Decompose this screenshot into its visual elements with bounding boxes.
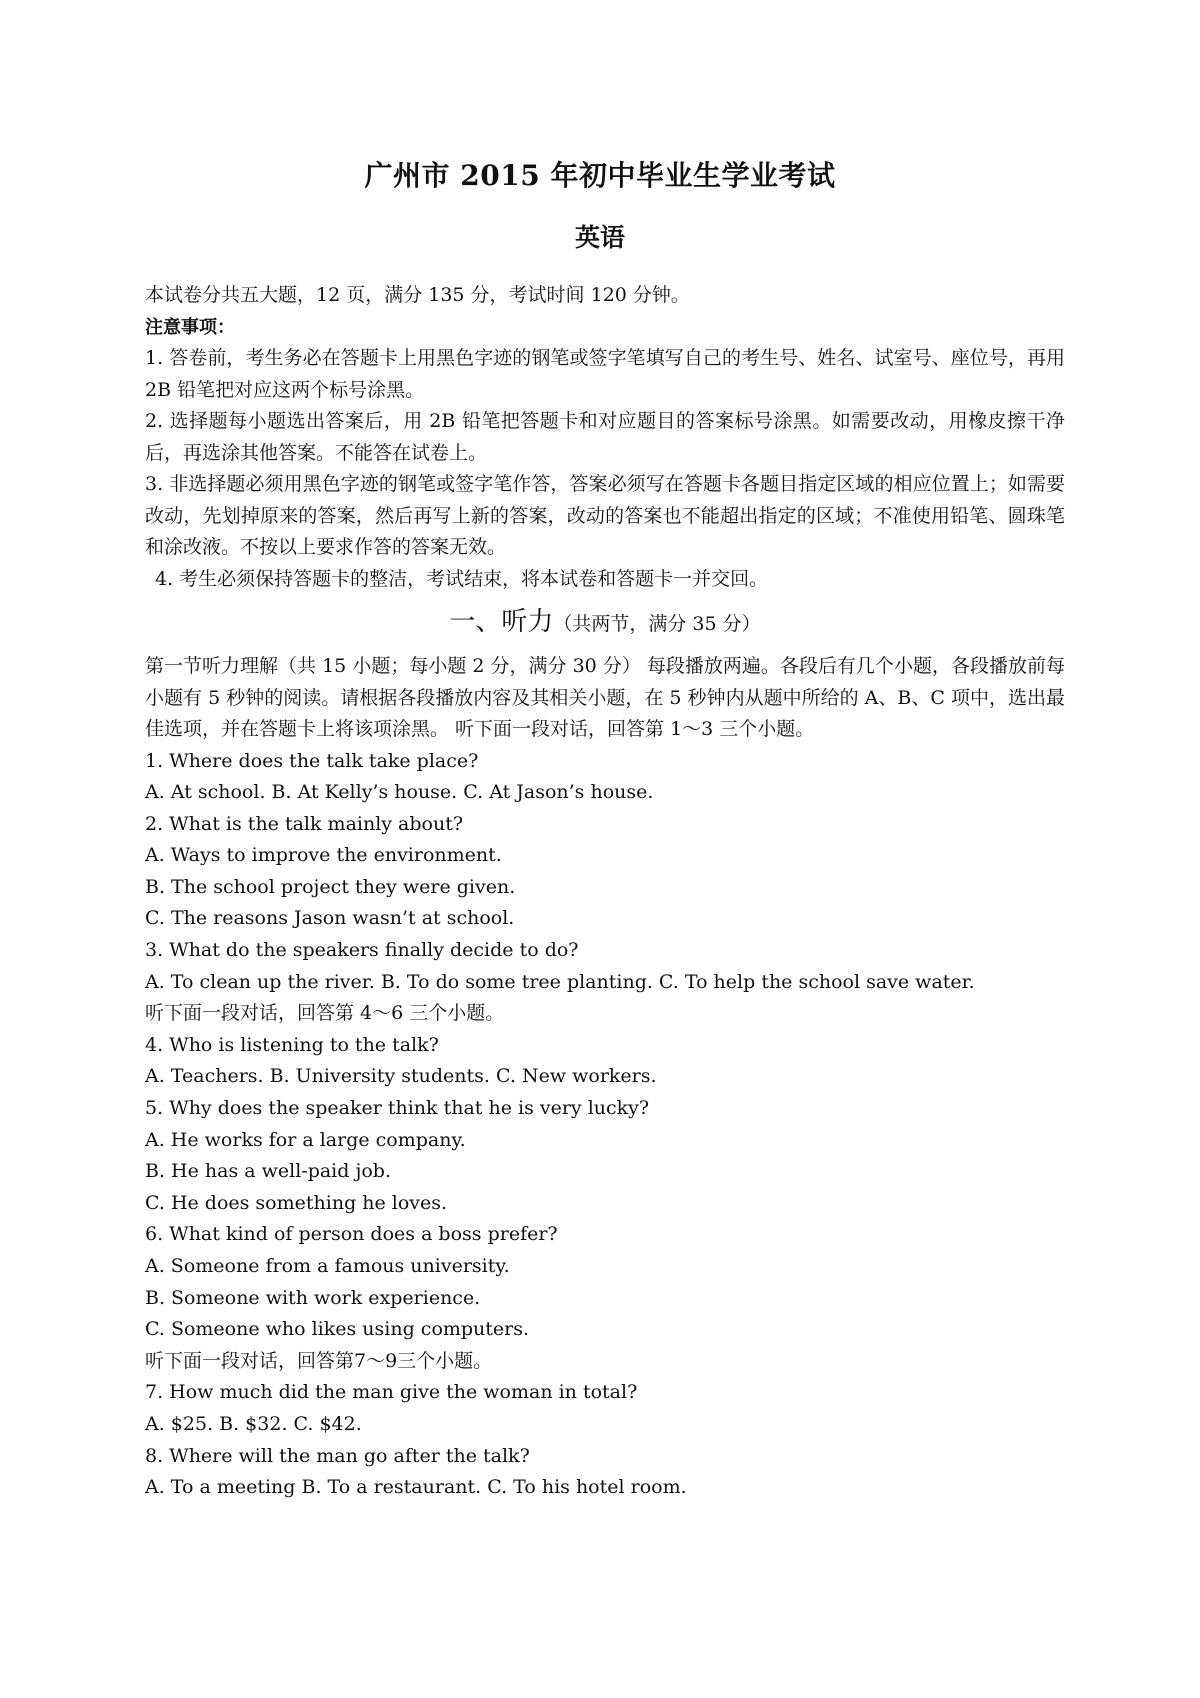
option-2c: C. The reasons Jason wasn’t at school. <box>145 907 515 930</box>
option-6b: B. Someone with work experience. <box>145 1286 481 1309</box>
section-score-note: （共两节，满分 35 分） <box>553 613 761 635</box>
subject-title: 英语 <box>574 223 625 252</box>
notice-item-2: 2. 选择题每小题选出答案后，用 2B 铅笔把答题卡和对应题目的答案标号涂黑。如需要改动，用橡皮擦干净后，再选涂其他答案。不能答在试卷上。 <box>145 410 1065 464</box>
options-1: A. At school. B. At Kelly’s house. C. At Jason’s house. <box>145 781 654 804</box>
notice-item-3: 3. 非选择题必须用黑色字迹的钢笔或签字笔作答，答案必须写在答题卡各题目指定区域的相应位置上；如需要改动，先划掉原来的答案，然后再写上新的答案，改动的答案也不能超出指定的区域；不准使用铅笔、圆珠笔和涂改液。不按以上要求作答的答案无效。 <box>145 473 1065 558</box>
options-3: A. To clean up the river. B. To do some tree planting. C. To help the school save water. <box>145 970 975 993</box>
options-7: A. $25. B. $32. C. $42. <box>145 1412 362 1435</box>
section-instructions: 第一节听力理解（共 15 小题；每小题 2 分，满分 30 分） 每段播放两遍。各段后有几个小题，各段播放前每小题有 5 秒钟的阅读。请根据各段播放内容及其相关小题，在 5 秒钟内从题中所给的 A、B、C 项中，选出最佳选项，并在答题卡上将该项涂黑。 听下面一段对话，回答第 1～3 三个小题。 <box>145 655 1065 740</box>
option-6c: C. Someone who likes using computers. <box>145 1318 530 1341</box>
options-8: A. To a meeting B. To a restaurant. C. To his hotel room. <box>145 1476 687 1499</box>
section-heading <box>145 597 1065 649</box>
notice-heading: 注意事项： <box>145 316 235 338</box>
group-instruction-7-9: 听下面一段对话，回答第7～9三个小题。 <box>145 1349 493 1372</box>
exam-title: 广州市 2015 年初中毕业生学业考试 <box>364 159 836 192</box>
question-1: 1. Where does the talk take place? <box>145 749 479 772</box>
option-5b: B. He has a well-paid job. <box>145 1160 391 1183</box>
question-5: 5. Why does the speaker think that he is very lucky? <box>145 1097 650 1120</box>
question-4: 4. Who is listening to the talk? <box>145 1033 439 1056</box>
option-2a: A. Ways to improve the environment. <box>145 844 502 867</box>
question-3: 3. What do the speakers finally decide to do? <box>145 939 579 962</box>
option-5c: C. He does something he loves. <box>145 1191 448 1214</box>
question-7: 7. How much did the man give the woman in total? <box>145 1381 638 1404</box>
exam-intro: 本试卷分共五大题，12 页，满分 135 分，考试时间 120 分钟。 <box>145 284 690 306</box>
option-5a: A. He works for a large company. <box>145 1128 466 1151</box>
section-title: 一、听力 <box>449 607 554 637</box>
option-2b: B. The school project they were given. <box>145 875 516 898</box>
options-4: A. Teachers. B. University students. C. New workers. <box>145 1065 657 1088</box>
notice-item-1: 1. 答卷前，考生务必在答题卡上用黑色字迹的钢笔或签字笔填写自己的考生号、姓名、试室号、座位号，再用 2B 铅笔把对应这两个标号涂黑。 <box>145 347 1065 401</box>
group-instruction-4-6: 听下面一段对话，回答第 4～6 三个小题。 <box>145 1002 505 1025</box>
question-2: 2. What is the talk mainly about? <box>145 812 464 835</box>
exam-body <box>145 280 1065 1504</box>
option-6a: A. Someone from a famous university. <box>145 1255 510 1277</box>
question-6: 6. What kind of person does a boss prefer? <box>145 1223 558 1246</box>
notice-item-4: 4. 考生必须保持答题卡的整洁，考试结束，将本试卷和答题卡一并交回。 <box>155 567 769 590</box>
question-8: 8. Where will the man go after the talk? <box>145 1444 530 1467</box>
